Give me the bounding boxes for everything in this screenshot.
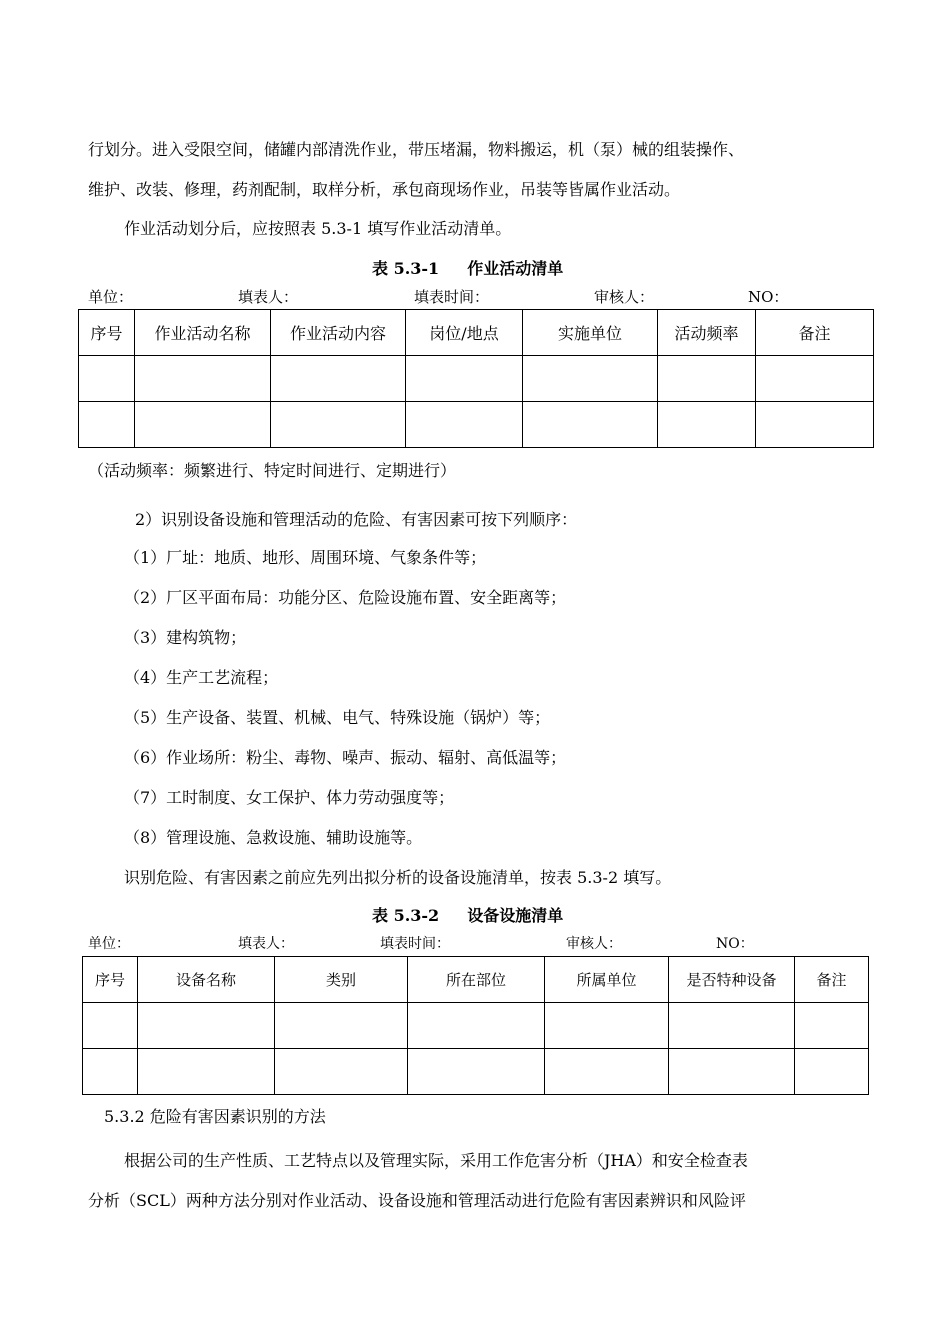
table-cell: [523, 402, 658, 448]
table1-meta-unit: 单位：: [88, 288, 134, 306]
list-item: （7）工时制度、女工保护、体力劳动强度等；: [124, 788, 455, 807]
table-cell: [83, 1049, 138, 1095]
table-cell: [79, 402, 135, 448]
table-cell: [83, 1003, 138, 1049]
table2-meta-filler: 填表人：: [238, 936, 294, 952]
list-item: （6）作业场所：粉尘、毒物、噪声、振动、辐射、高低温等；: [124, 748, 567, 767]
table2-caption: [372, 905, 563, 927]
table-cell: [406, 402, 523, 448]
section-para-line-1: 根据公司的生产性质、工艺特点以及管理实际，采用工作危害分析（JHA）和安全检查表: [124, 1151, 748, 1170]
table1-note: （活动频率：频繁进行、特定时间进行、定期进行）: [88, 461, 457, 480]
table-cell: [406, 356, 523, 402]
table-cell: [756, 356, 874, 402]
activity-list-table: [78, 309, 874, 448]
list-item: （8）管理设施、急救设施、辅助设施等。: [124, 828, 423, 847]
list-followup: 识别危险、有害因素之前应先列出拟分析的设备设施清单，按表 5.3-2 填写。: [124, 868, 672, 887]
table2-meta-no: NO：: [716, 936, 754, 952]
column-header: 序号: [79, 310, 135, 356]
table-cell: [138, 1003, 275, 1049]
table-cell: [271, 402, 406, 448]
table-row: [83, 1003, 869, 1049]
column-header: 所在部位: [408, 957, 545, 1003]
table1-title: 作业活动清单: [467, 259, 564, 278]
column-header: 是否特种设备: [669, 957, 795, 1003]
list-item: （4）生产工艺流程；: [124, 668, 279, 687]
table-cell: [275, 1003, 408, 1049]
table1-number: 表 5.3-1: [372, 259, 440, 278]
column-header: 备注: [795, 957, 869, 1003]
table2-meta-date: 填表时间：: [380, 936, 450, 952]
table-header-row: [79, 310, 874, 356]
section-heading: 5.3.2 危险有害因素识别的方法: [104, 1107, 326, 1126]
intro-line-1: 行划分。进入受限空间，储罐内部清洗作业，带压堵漏，物料搬运，机（泵）械的组装操作、: [88, 140, 745, 159]
column-header: 设备名称: [138, 957, 275, 1003]
table1-meta-reviewer: 审核人：: [594, 288, 655, 306]
table-cell: [669, 1049, 795, 1095]
table-row: [79, 402, 874, 448]
table-cell: [795, 1003, 869, 1049]
table-cell: [135, 402, 271, 448]
intro-line-3: 作业活动划分后，应按照表 5.3-1 填写作业活动清单。: [124, 219, 512, 238]
column-header: 活动频率: [658, 310, 756, 356]
column-header: 序号: [83, 957, 138, 1003]
table-cell: [271, 356, 406, 402]
list-item: （1）厂址：地质、地形、周围环境、气象条件等；: [124, 548, 487, 567]
list-item: （5）生产设备、装置、机械、电气、特殊设施（锅炉）等；: [124, 708, 551, 727]
column-header: 作业活动名称: [135, 310, 271, 356]
table-cell: [523, 356, 658, 402]
table2-meta-unit: 单位：: [88, 936, 130, 952]
column-header: 备注: [756, 310, 874, 356]
section-para-line-2: 分析（SCL）两种方法分别对作业活动、设备设施和管理活动进行危险有害因素辨识和风险评: [88, 1191, 746, 1210]
column-header: 作业活动内容: [271, 310, 406, 356]
table1-meta-no: NO：: [748, 288, 789, 306]
table-cell: [138, 1049, 275, 1095]
table-cell: [135, 356, 271, 402]
intro-line-2: 维护、改装、修理，药剂配制，取样分析，承包商现场作业，吊装等皆属作业活动。: [88, 180, 681, 199]
table-cell: [545, 1003, 669, 1049]
table-row: [83, 1049, 869, 1095]
list-item: （3）建构筑物；: [124, 628, 247, 647]
table-cell: [408, 1049, 545, 1095]
table-cell: [795, 1049, 869, 1095]
table2-meta-reviewer: 审核人：: [566, 936, 622, 952]
table1-meta-date: 填表时间：: [414, 288, 490, 306]
column-header: 类别: [275, 957, 408, 1003]
table-cell: [658, 402, 756, 448]
table-cell: [545, 1049, 669, 1095]
equipment-list-table: [82, 956, 869, 1095]
table-cell: [669, 1003, 795, 1049]
list-item: （2）厂区平面布局：功能分区、危险设施布置、安全距离等；: [124, 588, 567, 607]
column-header: 所属单位: [545, 957, 669, 1003]
table-cell: [79, 356, 135, 402]
table1-meta-filler: 填表人：: [238, 288, 299, 306]
table-cell: [408, 1003, 545, 1049]
table-row: [79, 356, 874, 402]
table-cell: [756, 402, 874, 448]
table-cell: [275, 1049, 408, 1095]
table-header-row: [83, 957, 869, 1003]
table-cell: [658, 356, 756, 402]
table2-title: 设备设施清单: [467, 906, 564, 925]
list-heading: 2）识别设备设施和管理活动的危险、有害因素可按下列顺序：: [135, 510, 578, 529]
table2-number: 表 5.3-2: [372, 906, 440, 925]
column-header: 岗位/地点: [406, 310, 523, 356]
column-header: 实施单位: [523, 310, 658, 356]
table1-caption: [372, 258, 563, 280]
